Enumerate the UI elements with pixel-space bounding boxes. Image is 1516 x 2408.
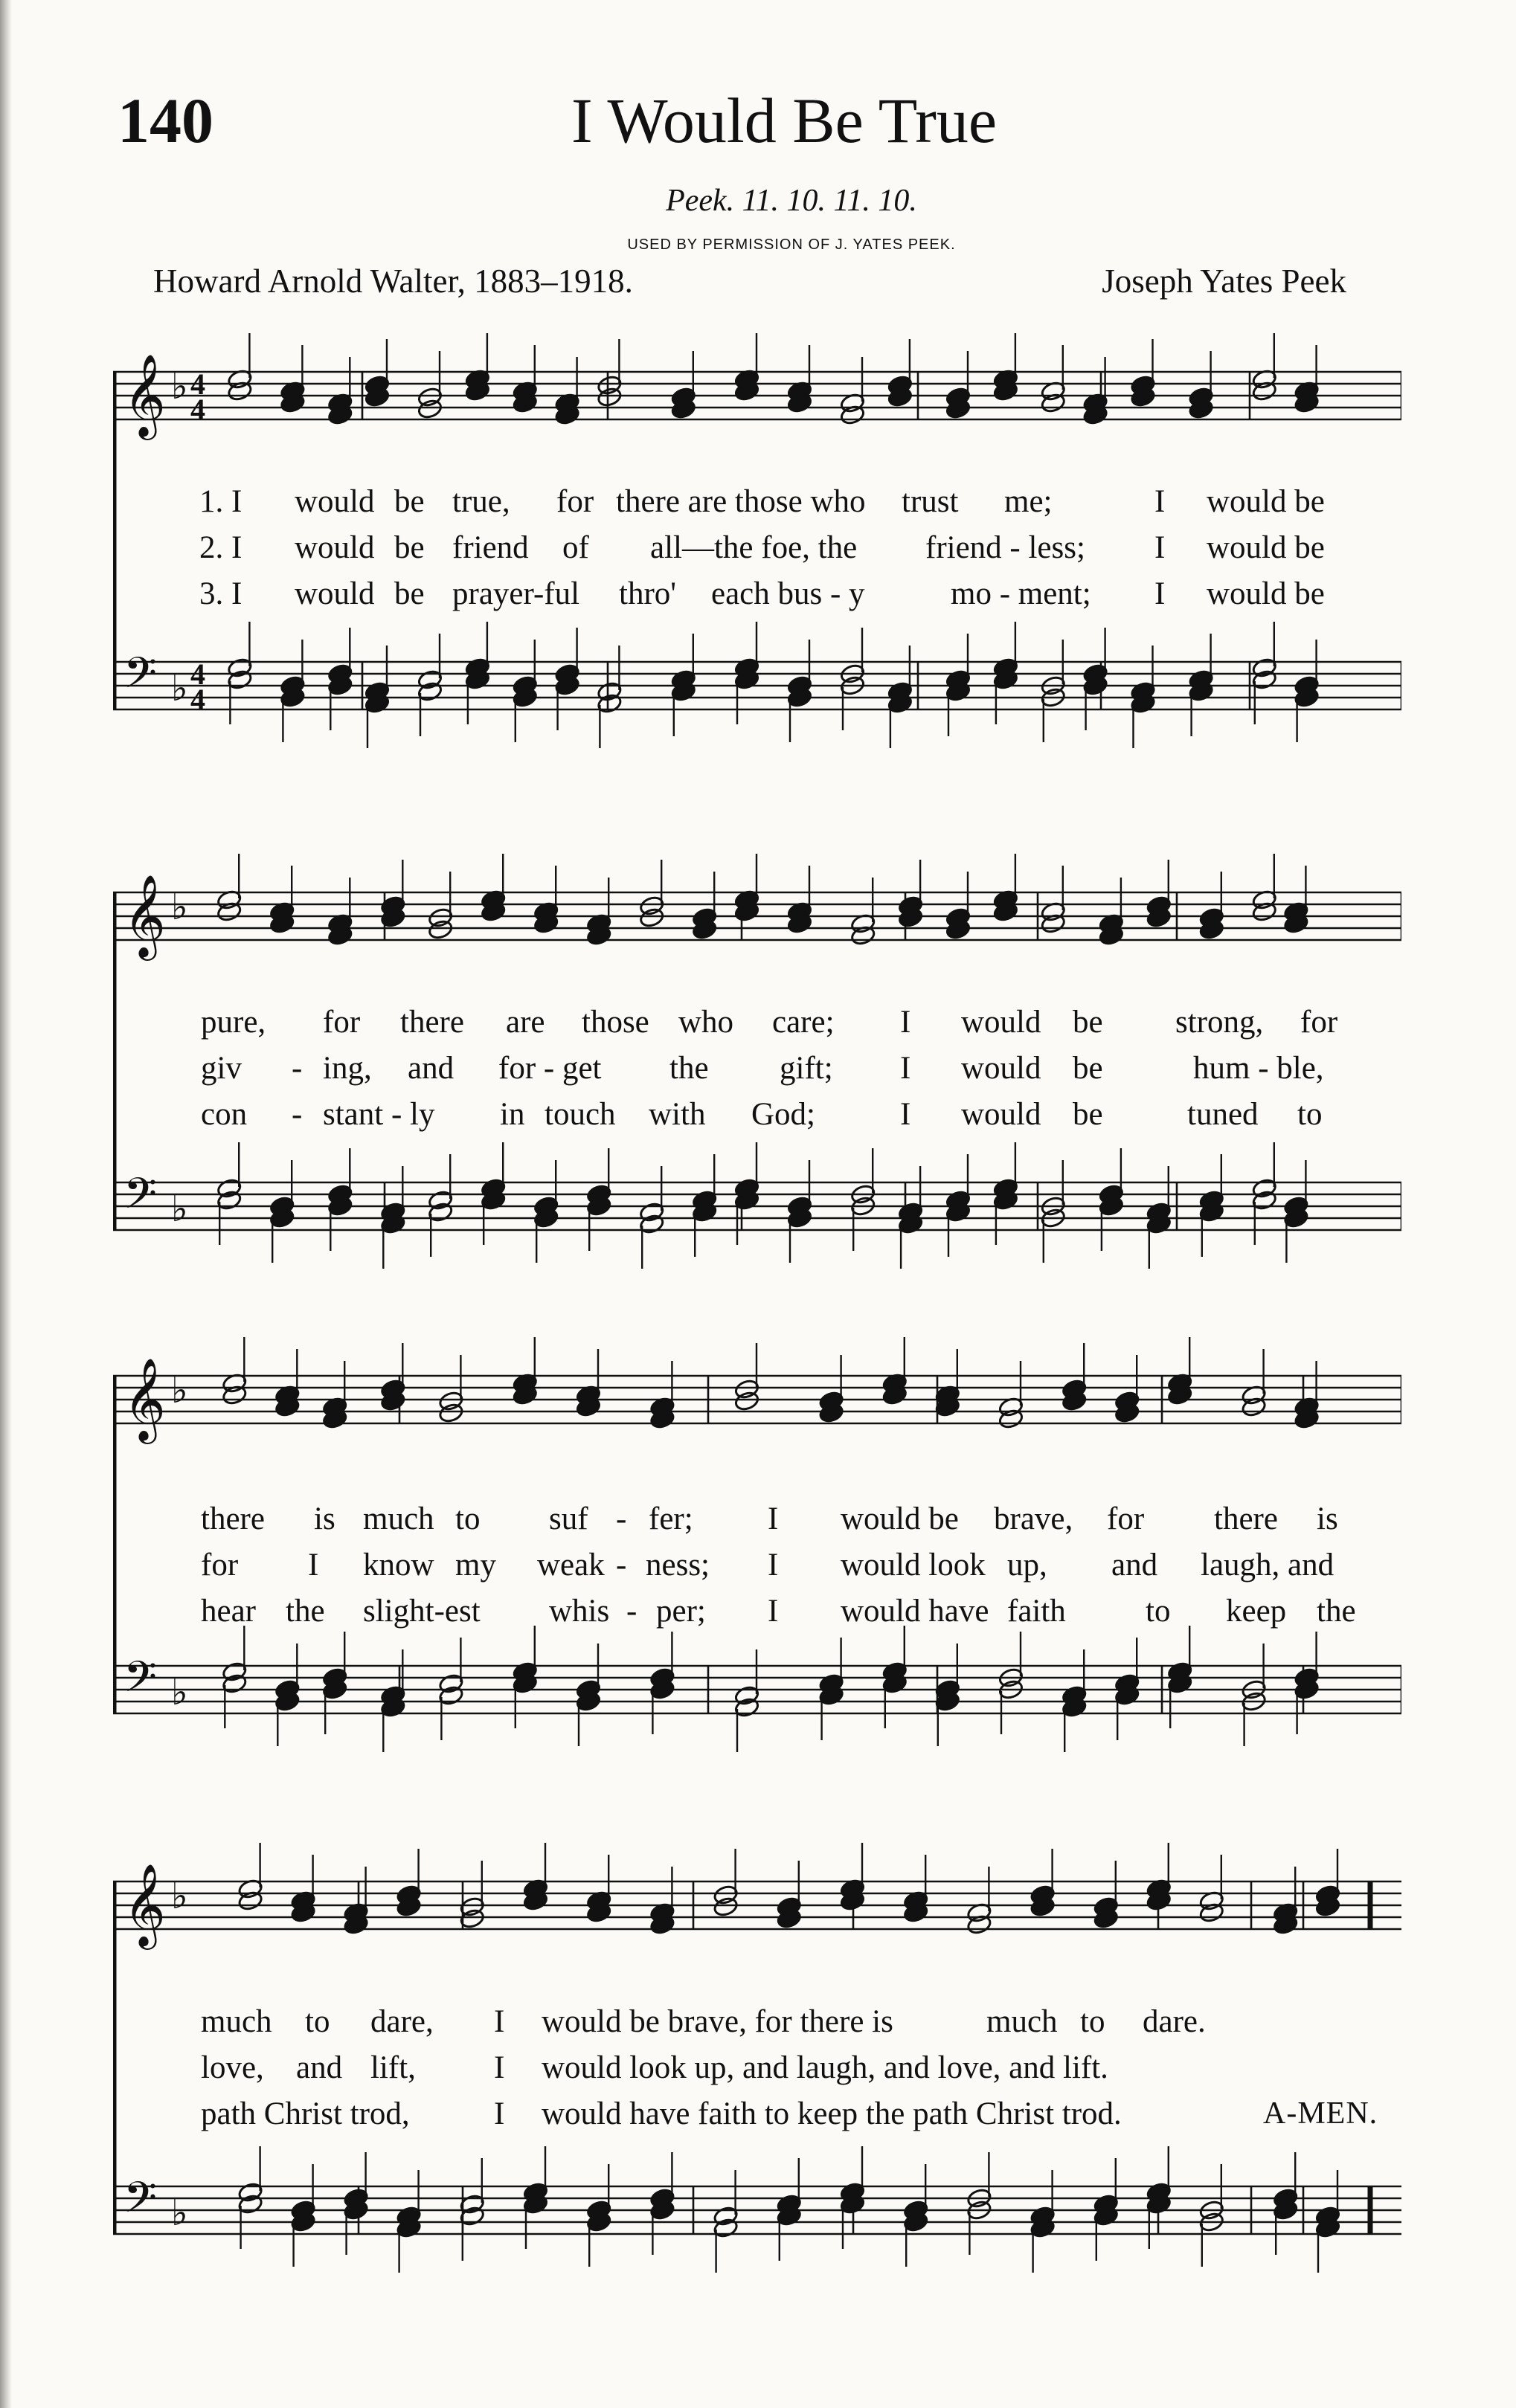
svg-text:𝄞: 𝄞 xyxy=(123,1357,166,1440)
lyric-word: I xyxy=(1154,530,1166,565)
lyric-word: my xyxy=(455,1548,496,1583)
lyric-word: I xyxy=(768,1501,779,1536)
lyric-verse-3 xyxy=(113,576,1401,617)
lyric-word: true, xyxy=(452,484,510,519)
lyric-word: path Christ trod, xyxy=(201,2096,410,2131)
lyric-word: who xyxy=(678,1005,734,1040)
lyric-word: would xyxy=(295,576,375,611)
lyric-word: giv xyxy=(201,1051,242,1086)
lyric-word: mo - ment; xyxy=(951,576,1091,611)
lyric-word: there xyxy=(1214,1501,1278,1536)
lyric-word: care; xyxy=(772,1005,835,1040)
svg-text:♭: ♭ xyxy=(171,1672,188,1713)
lyric-word: would look xyxy=(841,1548,986,1583)
music-system-4 xyxy=(113,1829,1401,2305)
lyric-verse-1 xyxy=(113,2003,1401,2045)
lyric-word: - xyxy=(292,1097,303,1132)
svg-text:𝄞: 𝄞 xyxy=(123,874,166,957)
lyric-word: thro' xyxy=(619,576,677,611)
lyric-word: - xyxy=(292,1051,303,1086)
amen-label: A-MEN. xyxy=(1263,2096,1378,2131)
lyric-word: would xyxy=(961,1097,1041,1132)
music-system-2 xyxy=(113,848,1401,1279)
permission-note: USED BY PERMISSION OF J. YATES PEEK. xyxy=(627,236,956,253)
lyric-word: I xyxy=(900,1051,911,1086)
lyric-word: would xyxy=(295,484,375,519)
lyric-word: be xyxy=(394,530,425,565)
lyric-word: 1. I xyxy=(199,484,243,519)
lyric-word: are xyxy=(506,1005,545,1040)
lyric-word: to xyxy=(305,2004,330,2039)
lyric-word: those xyxy=(582,1005,649,1040)
lyric-verse-1 xyxy=(113,483,1401,525)
svg-text:♭: ♭ xyxy=(171,668,188,709)
lyric-word: for xyxy=(201,1548,239,1583)
lyric-word: per; xyxy=(656,1594,706,1629)
svg-text:𝄞: 𝄞 xyxy=(123,353,166,437)
svg-text:𝄢: 𝄢 xyxy=(123,1168,158,1229)
lyric-verse-3 xyxy=(113,2096,1401,2137)
lyric-verse-2 xyxy=(113,2050,1401,2091)
lyric-word: stant - ly xyxy=(323,1097,435,1132)
lyric-word: up, xyxy=(1007,1548,1047,1583)
lyric-word: I xyxy=(768,1548,779,1583)
lyric-word: I xyxy=(900,1005,911,1040)
lyric-verse-1 xyxy=(113,1501,1401,1542)
lyric-word: ing, xyxy=(323,1051,372,1086)
lyric-word: would be xyxy=(1207,484,1325,519)
lyric-word: I xyxy=(494,2096,505,2131)
lyric-word: whis xyxy=(549,1594,610,1629)
lyricist-credit: Howard Arnold Walter, 1883–1918. xyxy=(153,263,633,300)
lyric-word: hum - ble, xyxy=(1193,1051,1324,1086)
lyric-verse-2 xyxy=(113,1050,1401,1092)
lyric-word: dare. xyxy=(1143,2004,1206,2039)
lyric-verse-3 xyxy=(113,1096,1401,1138)
lyric-word: with xyxy=(649,1097,706,1132)
lyric-word: I xyxy=(1154,576,1166,611)
lyric-word: for - get xyxy=(498,1051,602,1086)
lyric-word: to xyxy=(455,1501,481,1536)
lyric-word: much xyxy=(201,2004,272,2039)
lyric-word: I xyxy=(494,2004,505,2039)
hymn-title: I Would Be True xyxy=(571,85,998,156)
svg-text:♭: ♭ xyxy=(171,886,188,928)
lyric-word: the xyxy=(1317,1594,1356,1629)
lyric-word: I xyxy=(1154,484,1166,519)
lyric-word: keep xyxy=(1226,1594,1287,1629)
lyric-word: all—the foe, the xyxy=(650,530,858,565)
svg-text:♭: ♭ xyxy=(171,2192,188,2234)
lyric-word: suf xyxy=(549,1501,588,1536)
lyric-verse-3 xyxy=(113,1593,1401,1635)
svg-text:𝄞: 𝄞 xyxy=(123,1863,166,1946)
lyric-word: would have xyxy=(841,1594,989,1629)
lyric-word: would be brave, for there is xyxy=(542,2004,893,2039)
lyric-word: friend - less; xyxy=(925,530,1085,565)
lyric-word: God; xyxy=(751,1097,815,1132)
lyric-word: prayer-ful xyxy=(452,576,580,611)
hymn-number: 140 xyxy=(118,85,213,156)
lyric-word: tuned xyxy=(1187,1097,1259,1132)
svg-text:4: 4 xyxy=(190,657,205,691)
lyric-word: laugh, and xyxy=(1201,1548,1334,1583)
lyric-verse-2 xyxy=(113,1547,1401,1588)
lyric-word: the xyxy=(669,1051,709,1086)
lyric-word: in xyxy=(500,1097,525,1132)
lyric-word: for xyxy=(323,1005,361,1040)
lyric-word: and xyxy=(1111,1548,1158,1583)
clefs xyxy=(123,1863,188,2234)
lyric-word: faith xyxy=(1007,1594,1066,1629)
lyric-word: would xyxy=(961,1005,1041,1040)
lyric-word: is xyxy=(1317,1501,1338,1536)
lyric-word: - xyxy=(616,1548,627,1583)
lyric-word: much xyxy=(986,2004,1058,2039)
lyric-word: for xyxy=(556,484,594,519)
lyric-word: would xyxy=(961,1051,1041,1086)
lyric-word: would have faith to keep the path Christ trod. xyxy=(542,2096,1122,2131)
lyric-word: the xyxy=(286,1594,325,1629)
lyric-word: for xyxy=(1107,1501,1145,1536)
lyric-word: is xyxy=(314,1501,335,1536)
lyric-word: to xyxy=(1080,2004,1105,2039)
svg-text:♭: ♭ xyxy=(171,1370,188,1411)
svg-text:♭: ♭ xyxy=(171,1188,188,1230)
lyric-word: there xyxy=(400,1005,464,1040)
svg-text:4: 4 xyxy=(190,683,205,716)
lyric-word: to xyxy=(1297,1097,1323,1132)
lyric-word: 2. I xyxy=(199,530,243,565)
svg-text:𝄢: 𝄢 xyxy=(123,648,158,709)
svg-text:4: 4 xyxy=(190,393,205,426)
lyric-word: there xyxy=(201,1501,265,1536)
lyric-word: be xyxy=(1073,1005,1103,1040)
lyric-word: and xyxy=(408,1051,455,1086)
lyric-word: 3. I xyxy=(199,576,243,611)
lyric-word: be xyxy=(1073,1097,1103,1132)
lyric-word: I xyxy=(308,1548,319,1583)
lyric-word: strong, xyxy=(1175,1005,1264,1040)
lyric-word: to xyxy=(1146,1594,1171,1629)
lyric-word: would be xyxy=(1207,530,1325,565)
svg-text:4: 4 xyxy=(190,367,205,401)
svg-text:♭: ♭ xyxy=(171,366,188,408)
composer-credit: Joseph Yates Peek xyxy=(1102,263,1346,300)
lyric-word: for xyxy=(1300,1005,1338,1040)
lyric-word: be xyxy=(394,576,425,611)
lyric-word: me; xyxy=(1004,484,1053,519)
lyric-word: touch xyxy=(545,1097,616,1132)
lyric-word: would xyxy=(295,530,375,565)
lyric-word: love, xyxy=(201,2050,264,2085)
lyric-word: I xyxy=(900,1097,911,1132)
lyric-verse-1 xyxy=(113,1004,1401,1046)
svg-text:𝄢: 𝄢 xyxy=(123,1652,158,1713)
bar-lines xyxy=(399,1376,1401,1713)
lyric-word: - xyxy=(626,1594,637,1629)
lyric-verse-2 xyxy=(113,529,1401,571)
lyric-word: there are those who xyxy=(616,484,866,519)
lyric-word: - xyxy=(616,1501,627,1536)
lyric-word: slight-est xyxy=(363,1594,481,1629)
lyric-word: and xyxy=(296,2050,343,2085)
lyric-word: each bus - y xyxy=(711,576,865,611)
lyric-word: trust xyxy=(902,484,959,519)
music-system-3 xyxy=(113,1331,1401,1762)
lyric-word: be xyxy=(394,484,425,519)
lyric-word: lift, xyxy=(370,2050,416,2085)
book-spine-edge xyxy=(0,0,12,2408)
lyric-word: much xyxy=(363,1501,434,1536)
lyric-word: friend xyxy=(452,530,529,565)
lyric-word: hear xyxy=(201,1594,256,1629)
lyric-word: I xyxy=(768,1594,779,1629)
lyric-word: I xyxy=(494,2050,505,2085)
lyric-word: pure, xyxy=(201,1005,266,1040)
lyric-word: of xyxy=(562,530,589,565)
lyric-word: dare, xyxy=(370,2004,434,2039)
music-system-1 xyxy=(113,327,1401,759)
tune-meter: Peek. 11. 10. 11. 10. xyxy=(666,184,917,218)
lyric-word: would look up, and laugh, and love, and lift. xyxy=(542,2050,1108,2085)
lyric-word: would be xyxy=(1207,576,1325,611)
lyric-word: fer; xyxy=(649,1501,693,1536)
lyric-word: brave, xyxy=(994,1501,1073,1536)
svg-text:♭: ♭ xyxy=(171,1876,188,1917)
lyric-word: would be xyxy=(841,1501,959,1536)
lyric-word: weak xyxy=(537,1548,605,1583)
svg-text:𝄢: 𝄢 xyxy=(123,2172,158,2233)
lyric-word: know xyxy=(363,1548,434,1583)
lyric-word: be xyxy=(1073,1051,1103,1086)
lyric-word: gift; xyxy=(780,1051,833,1086)
lyric-word: ness; xyxy=(646,1548,710,1583)
lyric-word: con xyxy=(201,1097,248,1132)
